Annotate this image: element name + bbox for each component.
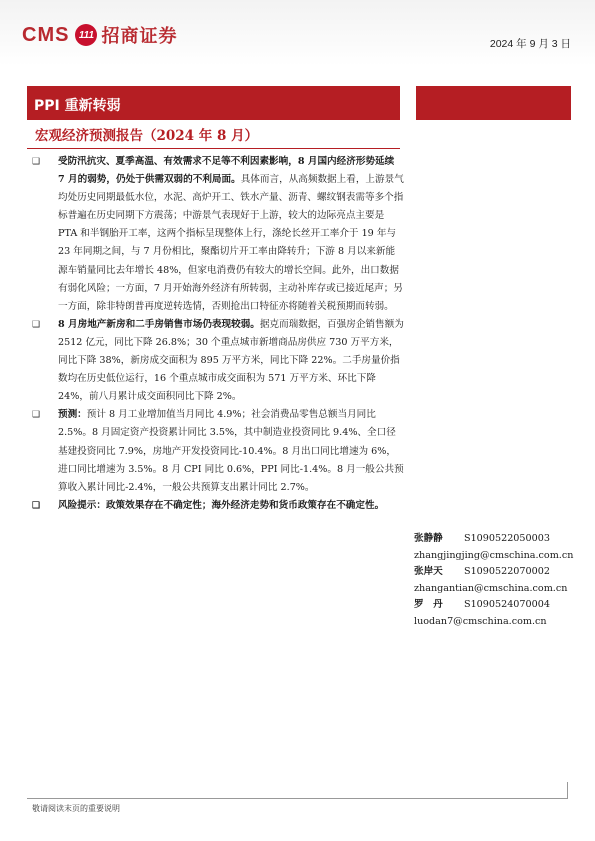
summary-bullet xyxy=(32,406,404,496)
analyst-id: S1090522070002 xyxy=(464,566,550,577)
square-bullet-icon: ❑ xyxy=(32,157,41,167)
report-title: PPI 重新转弱 xyxy=(34,98,121,114)
square-bullet-icon: ❑ xyxy=(32,319,41,330)
analyst-row xyxy=(414,597,573,614)
summary-body xyxy=(32,153,404,515)
report-date: 2024 年 9 月 3 日 xyxy=(489,38,571,50)
bullet-text: 据克而瑞数据，百强房企销售额为 2512 亿元，同比下降 26.8%；30 个重点城市新增商品房供应 730 万平方米，同比下降 38%，新房成交面积为 895 万平方米，同比下降 22%。二手房量价指数均在历史低位运行，16 个重点城市成交面积为 571 万平方米、环比下降 24%，前八月累计成交面积同比下降 2%。 xyxy=(58,318,404,403)
bullet-lead: 预测： xyxy=(58,409,87,421)
analyst-email[interactable]: zhangantian@cmschina.com.cn xyxy=(414,582,568,594)
footer-divider-tick xyxy=(567,782,568,799)
summary-bullet xyxy=(32,153,404,316)
square-bullet-icon: ❑ xyxy=(32,500,41,511)
bullet-lead: 8 月房地产新房和二手房销售市场仍表现较弱。 xyxy=(58,318,260,330)
analyst-row xyxy=(414,531,573,548)
analyst-email[interactable]: zhangjingjing@cmschina.com.cn xyxy=(414,549,574,561)
square-bullet-icon: ❑ xyxy=(32,410,41,421)
analyst-id: S1090522050003 xyxy=(464,533,550,544)
risk-text: 风险提示：政策效果存在不确定性；海外经济走势和货币政策存在不确定性。 xyxy=(58,499,385,511)
footer-divider xyxy=(27,798,567,799)
logo-chinese: 招商证券 xyxy=(101,26,178,47)
analyst-id: S1090524070004 xyxy=(464,599,550,610)
analyst-name: 张静静 xyxy=(414,533,443,544)
analyst-name: 罗 丹 xyxy=(414,599,443,610)
footer-disclaimer: 敬请阅读末页的重要说明 xyxy=(32,804,120,813)
analyst-row xyxy=(414,564,573,581)
company-logo xyxy=(22,22,177,48)
bullet-lead: 受防汛抗灾、夏季高温、有效需求不足等不利因素影响，8 月国内经济形势延续 7 月的弱势，仍处于供需双弱的不利局面。 xyxy=(58,156,395,186)
page-header xyxy=(0,0,595,66)
report-subtitle: 宏观经济预测报告（2024 年 8 月） xyxy=(35,128,259,144)
logo-latin: CMS xyxy=(22,23,70,46)
analyst-list xyxy=(414,531,573,630)
sidebar-banner xyxy=(416,86,571,120)
analyst-name: 张岸天 xyxy=(414,566,443,577)
risk-warning xyxy=(32,497,404,515)
bullet-text: 具体而言，从高频数据上看，上游景气均处历史同期最低水位，水泥、高炉开工、铁水产量、沥青、螺纹钢表需等多个指标普遍在历史同期下方震荡；中游景气表现好于上游，较大的边际亮点主要是 PTA 和半钢胎开工率，这两个指标呈现整体上行，涤纶长丝开工率介于 19 年与 23 年同期之间，与 7 月份相比，聚酯切片开工率由降转升；下游 8 月以来新能源车销量同比去年增长 48%，但家电消费仍有较大的增长空间。此外，出口数据有弱化风险；一方面，7 月开始海外经济有所转弱，主动补库存或已接近尾声；另一方面，除非特朗普再度逆转选情，否则抢出口特征亦将随着关税预期而转弱。 xyxy=(58,174,404,312)
subtitle-divider xyxy=(27,148,400,149)
summary-bullet xyxy=(32,316,404,406)
analyst-email[interactable]: luodan7@cmschina.com.cn xyxy=(414,615,547,627)
bullet-text: 预计 8 月工业增加值当月同比 4.9%；社会消费品零售总额当月同比 2.5%。8 月固定资产投资累计同比 3.5%，其中制造业投资同比 9.4%、全口径基建投资同比 7.9%，房地产开发投资同比-10.4%。8 月出口同比增速为 6%，进口同比增速为 3.5%。8 月 CPI 同比 0.6%，PPI 同比-1.4%。8 月一般公共预算收入累计同比-2.4%，一般公共预算支出累计同比 2.7%。 xyxy=(58,409,404,493)
logo-mark-icon: 111 xyxy=(75,24,97,46)
